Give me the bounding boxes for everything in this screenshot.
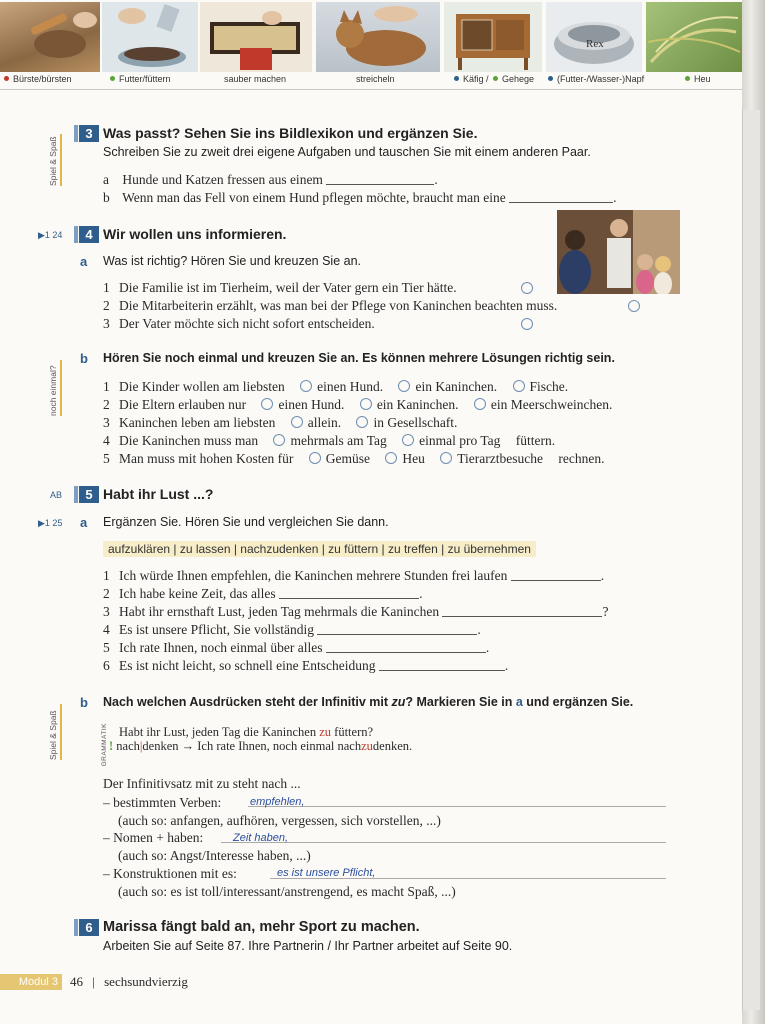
audio-track-4[interactable]: ▶1 24: [38, 230, 63, 240]
item-tail: rechnen.: [558, 451, 605, 466]
rule-1-answer: empfehlen,: [250, 796, 305, 808]
task5b-instruction: Nach welchen Ausdrücken steht der Infinitiv mit zu? Markieren Sie in a und ergänzen Sie.: [103, 695, 634, 709]
footer-separator: |: [92, 974, 95, 989]
rule-1-also: (auch so: anfangen, aufhören, vergessen, sich vorstellen, ...): [118, 813, 441, 828]
option-4b-1-3[interactable]: Fische.: [513, 379, 569, 394]
checkbox-4a-2[interactable]: [628, 300, 640, 312]
item-end: .: [600, 568, 605, 583]
checkbox-4a-1[interactable]: [521, 282, 533, 294]
option-4b-5-3[interactable]: Tierarztbesuche: [440, 451, 543, 466]
picture-dictionary-strip: [0, 0, 742, 74]
grammar-tag: GRAMMATIK: [101, 723, 108, 767]
answer-blank[interactable]: [326, 174, 434, 185]
item-number: 2: [103, 586, 110, 601]
task5a-item-1: [103, 568, 604, 584]
item-number: 2: [103, 298, 110, 313]
checkbox-4a-3[interactable]: [521, 318, 533, 330]
page-footer: [70, 974, 188, 990]
item-text: Es ist nicht leicht, so schnell eine Entscheidung: [119, 658, 376, 673]
answer-blank[interactable]: [442, 606, 602, 617]
brushing-picture: [0, 2, 100, 72]
item-number: 4: [103, 622, 110, 637]
item-end: .: [504, 658, 509, 673]
item-tail: füttern.: [515, 433, 556, 448]
task5a-item-2: [103, 586, 422, 602]
grammar-example-1: Habt ihr Lust, jeden Tag die Kaninchen zu füttern?: [119, 725, 374, 739]
item-end: .: [613, 190, 617, 205]
rule-2-also: (auch so: Angst/Interesse haben, ...): [118, 848, 311, 863]
feeding-picture: [102, 2, 198, 72]
item-number: 1: [103, 379, 110, 394]
option-4b-2-1[interactable]: einen Hund.: [261, 397, 344, 412]
rule-intro: Der Infinitivsatz mit zu steht nach ...: [103, 776, 301, 791]
task3-title: Was passt? Sehen Sie ins Bildlexikon und ergänzen Sie.: [103, 125, 478, 141]
task4b-instruction: Hören Sie noch einmal und kreuzen Sie an. Es können mehrere Lösungen richtig sein.: [103, 351, 615, 365]
item-number: 3: [103, 316, 110, 331]
caption-clean: sauber machen: [224, 74, 287, 84]
page-number-word: sechsundvierzig: [104, 974, 188, 989]
task4b-letter: b: [80, 351, 88, 366]
task4b-item-2: [103, 397, 612, 413]
item-text: Die Familie ist im Tierheim, weil der Vater gern ein Tier hätte.: [119, 280, 457, 295]
task4-title: Wir wollen uns informieren.: [103, 226, 287, 242]
petting-picture: [316, 2, 440, 72]
caption-feed: Futter/füttern: [110, 74, 171, 84]
task-number-3: 3: [79, 125, 99, 142]
task4a-item-1: [103, 280, 457, 296]
caption-cage: Käfig / Gehege: [454, 74, 534, 84]
rule-1-label: – bestimmten Verben:: [103, 795, 222, 810]
item-letter: a: [103, 172, 109, 187]
item-end: .: [434, 172, 438, 187]
task4b-item-4: [103, 433, 555, 449]
item-text: Ich rate Ihnen, noch einmal über alles: [119, 640, 323, 655]
task-number-6: 6: [79, 919, 99, 936]
item-text: Es ist unsere Pflicht, Sie vollständig: [119, 622, 314, 637]
answer-blank[interactable]: [317, 624, 477, 635]
item-text: Hunde und Katzen fressen aus einem: [122, 172, 323, 187]
item-number: 1: [103, 280, 110, 295]
item-end: .: [419, 586, 423, 601]
item-text: Die Mitarbeiterin erzählt, was man bei der Pflege von Kaninchen beachten muss.: [119, 298, 558, 313]
item-stem: Die Kaninchen muss man: [119, 433, 259, 448]
rule-1-line[interactable]: [248, 806, 666, 807]
side-tag-noch-einmal: noch einmal?: [48, 360, 62, 416]
task5-title: Habt ihr Lust ...?: [103, 486, 214, 502]
option-4b-4-1[interactable]: mehrmals am Tag: [273, 433, 386, 448]
option-4b-5-2[interactable]: Heu: [385, 451, 425, 466]
option-4b-2-3[interactable]: ein Meerschweinchen.: [474, 397, 612, 412]
hay-picture: [646, 2, 742, 72]
task3-item-b: [103, 190, 616, 206]
task5b-letter: b: [80, 695, 88, 710]
task6-title: Marissa fängt bald an, mehr Sport zu machen.: [103, 919, 420, 935]
item-number: 3: [103, 604, 110, 619]
item-number: 2: [103, 397, 110, 412]
item-end: .: [485, 640, 490, 655]
task-number-4: 4: [79, 226, 99, 243]
item-number: 1: [103, 568, 110, 583]
item-stem: Man muss mit hohen Kosten für: [119, 451, 294, 466]
option-4b-1-2[interactable]: ein Kaninchen.: [398, 379, 497, 394]
module-tag: Modul 3: [0, 974, 62, 990]
answer-blank[interactable]: [509, 192, 613, 203]
caption-bowl: (Futter-/Wasser-)Napf: [548, 74, 644, 84]
side-tag-spiel-spass: Spiel & Spaß: [48, 134, 62, 186]
task5a-item-4: [103, 622, 481, 638]
rule-3-label: – Konstruktionen mit es:: [103, 866, 237, 881]
item-text: Ich habe keine Zeit, das alles: [119, 586, 276, 601]
picture-captions: [0, 74, 742, 88]
option-4b-3-1[interactable]: allein.: [291, 415, 341, 430]
caption-brush: Bürste/bürsten: [4, 74, 72, 84]
item-stem: Kaninchen leben am liebsten: [119, 415, 276, 430]
task4a-item-2: [103, 298, 557, 314]
item-end: ?: [602, 604, 609, 619]
task4b-item-3: [103, 415, 457, 431]
item-number: 3: [103, 415, 110, 430]
caption-pet: streicheln: [356, 74, 395, 84]
answer-blank[interactable]: [279, 588, 419, 599]
task4a-item-3: [103, 316, 375, 332]
cleaning-picture: [200, 2, 312, 72]
strip-divider: [0, 89, 742, 90]
grammar-box: [101, 721, 511, 767]
caption-hay: Heu: [685, 74, 711, 84]
item-number: 6: [103, 658, 110, 673]
task-number-5: 5: [79, 486, 99, 503]
option-4b-2-2[interactable]: ein Kaninchen.: [360, 397, 459, 412]
task4b-item-1: [103, 379, 568, 395]
task5a-item-3: [103, 604, 608, 620]
task6-subtitle: Arbeiten Sie auf Seite 87. Ihre Partnerin / Ihr Partner arbeitet auf Seite 90.: [103, 939, 513, 953]
rule-3-answer: es ist unsere Pflicht,: [277, 867, 376, 879]
task4b-item-5: [103, 451, 604, 467]
answer-blank[interactable]: [326, 642, 486, 653]
task5a-letter: a: [80, 515, 88, 530]
item-text: Wenn man das Fell von einem Hund pflegen möchte, braucht man eine: [122, 190, 506, 205]
side-tag-spiel-spass-2: Spiel & Spaß: [48, 704, 62, 760]
item-end: .: [477, 622, 481, 637]
grammar-example-2: ! nach|denken → Ich rate Ihnen, noch einmal nachzudenken.: [109, 739, 413, 753]
family-photo: [557, 210, 680, 294]
item-number: 4: [103, 433, 110, 448]
rule-3-also: (auch so: es ist toll/interessant/anstrengend, es macht Spaß, ...): [118, 884, 456, 899]
word-box: aufzuklären | zu lassen | nachzudenken | zu füttern | zu treffen | zu übernehmen: [103, 541, 536, 557]
item-text: Der Vater möchte sich nicht sofort entscheiden.: [119, 316, 375, 331]
option-4b-4-2[interactable]: einmal pro Tag: [402, 433, 500, 448]
answer-blank[interactable]: [379, 660, 505, 671]
task5a-item-6: [103, 658, 508, 674]
item-text: Ich würde Ihnen empfehlen, die Kaninchen mehrere Stunden frei laufen: [119, 568, 508, 583]
audio-track-5[interactable]: ▶1 25: [38, 518, 63, 528]
option-4b-1-1[interactable]: einen Hund.: [300, 379, 383, 394]
item-number: 5: [103, 451, 110, 466]
task5a-item-5: [103, 640, 489, 656]
bowl-picture: [546, 2, 642, 72]
item-text: Habt ihr ernsthaft Lust, jeden Tag mehrmals die Kaninchen: [119, 604, 440, 619]
task4a-letter: a: [80, 254, 88, 269]
task4a-instruction: Was ist richtig? Hören Sie und kreuzen Sie an.: [103, 254, 361, 268]
bowl-label: Rex: [586, 38, 604, 50]
arbeitsbuch-tag: AB: [50, 490, 63, 500]
item-stem: Die Kinder wollen am liebsten: [119, 379, 285, 394]
page-edge-tab: [742, 110, 760, 1010]
page-number: 46: [70, 974, 83, 989]
item-number: 5: [103, 640, 110, 655]
hint-icon: !: [109, 739, 114, 753]
rule-2-answer: Zeit haben,: [233, 832, 289, 844]
option-4b-5-1[interactable]: Gemüse: [309, 451, 370, 466]
item-letter: b: [103, 190, 110, 205]
item-stem: Die Eltern erlauben nur: [119, 397, 247, 412]
cage-picture: [444, 2, 542, 72]
rule-2-label: – Nomen + haben:: [103, 830, 204, 845]
task5a-instruction: Ergänzen Sie. Hören Sie und vergleichen Sie dann.: [103, 515, 389, 529]
task3-item-a: [103, 172, 438, 188]
option-4b-3-2[interactable]: in Gesellschaft.: [356, 415, 457, 430]
answer-blank[interactable]: [511, 570, 601, 581]
task3-subtitle: Schreiben Sie zu zweit drei eigene Aufgaben und tauschen Sie mit einem anderen Paar.: [103, 145, 591, 159]
